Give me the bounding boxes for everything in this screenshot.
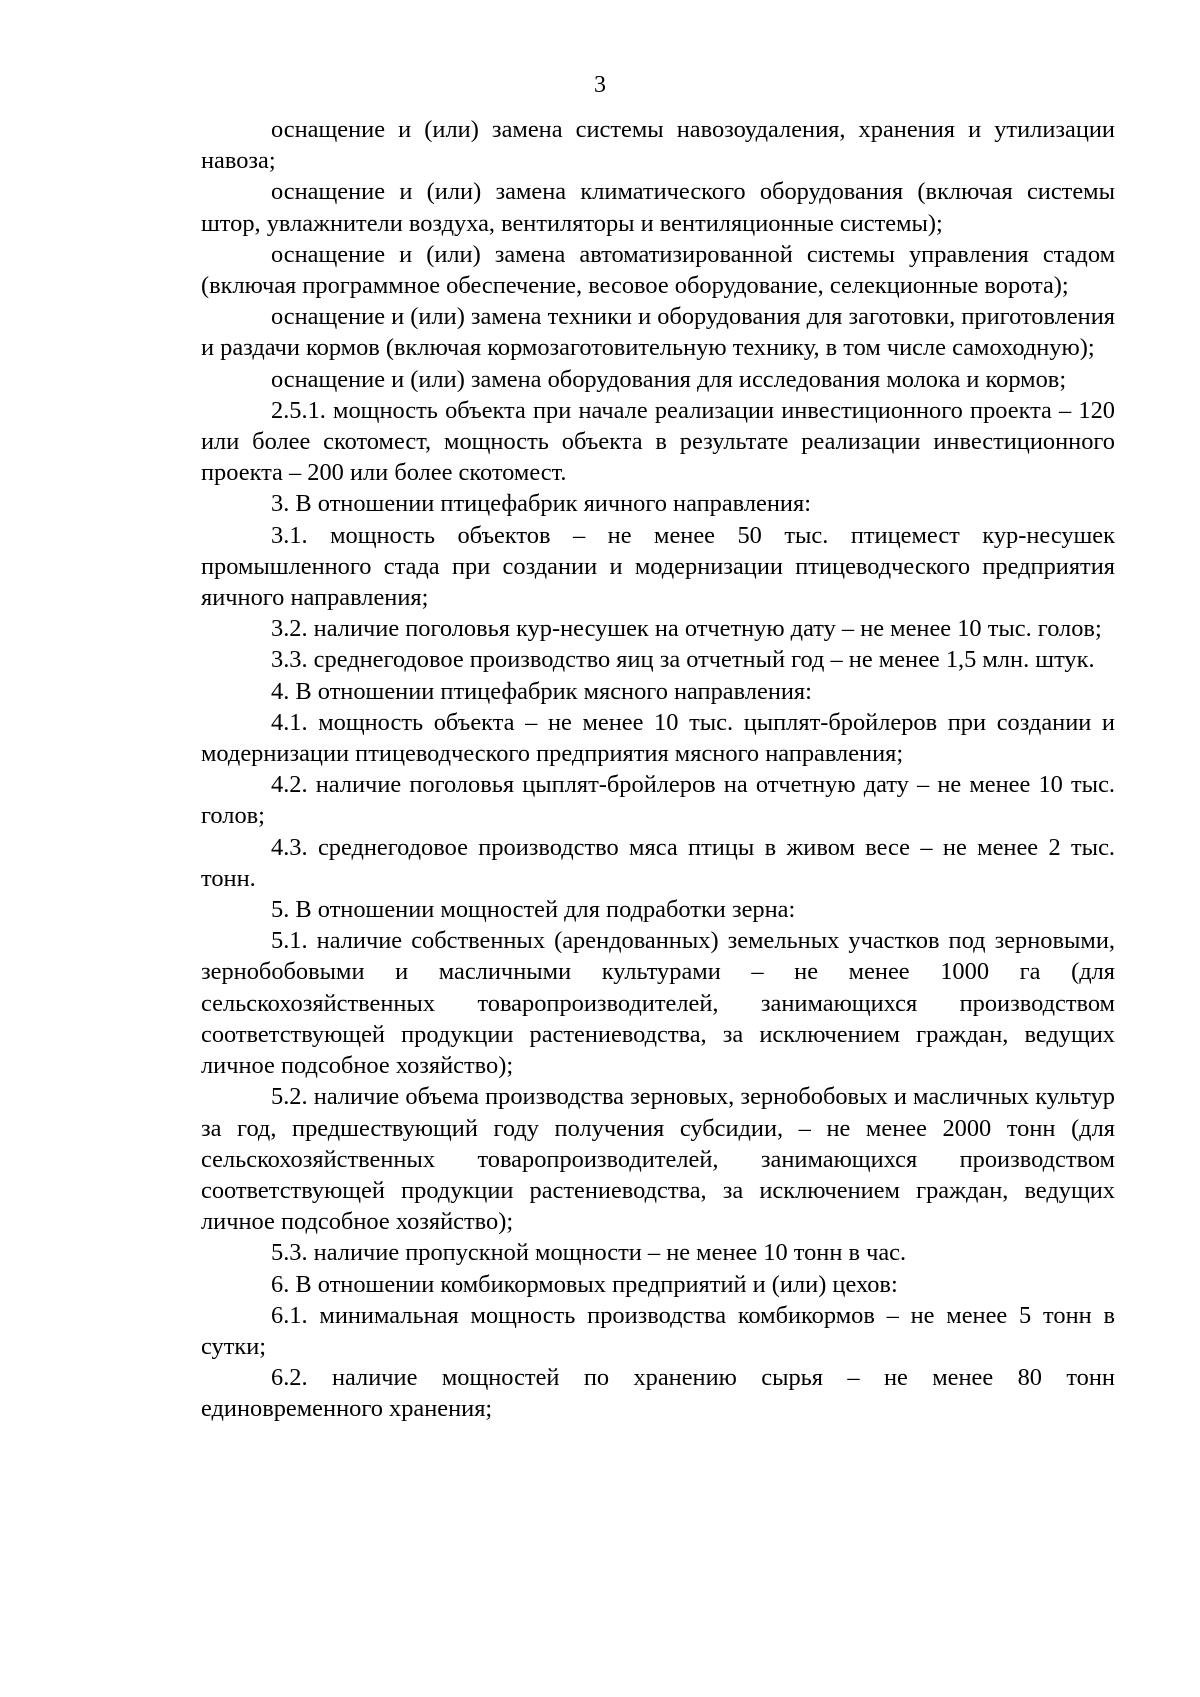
paragraph-6-heading: 6. В отношении комбикормовых предприятий и (или) цехов: [271,1270,898,1298]
paragraph-herd-management: оснащение и (или) замена автоматизированной системы управления стадом (включая программное обеспечение, весовое оборудование, селекционные ворота); [201,240,1115,300]
document-body [201,114,1115,1425]
paragraph-milk-testing: оснащение и (или) замена оборудования для исследования молока и кормов; [271,365,1067,393]
paragraph-3-1: 3.1. мощность объектов – не менее 50 тыс. птицемест кур-несушек промышленного стада при создании и модернизации птицеводческого предприятия яичного направления; [201,521,1115,612]
paragraph-3-2: 3.2. наличие поголовья кур-несушек на отчетную дату – не менее 10 тыс. голов; [271,615,1102,643]
paragraph-5-1: 5.1. наличие собственных (арендованных) земельных участков под зерновыми, зернобобовыми и масличными культурами – не менее 1000 га (для сельскохозяйственных товаропроизводителей, занимающихся производством соответствующей продукции растениеводства, за исключением граждан, ведущих личное подсобное хозяйство); [201,927,1115,1080]
paragraph-3-heading: 3. В отношении птицефабрик яичного направления: [271,490,811,518]
paragraph-5-heading: 5. В отношении мощностей для подработки зерна: [271,896,796,924]
paragraph-6-2: 6.2. наличие мощностей по хранению сырья – не менее 80 тонн единовременного хранения; [201,1364,1115,1423]
paragraph-5-3: 5.3. наличие пропускной мощности – не менее 10 тонн в час. [271,1239,907,1267]
paragraph-feed-equipment: оснащение и (или) замена техники и оборудования для заготовки, приготовления и раздачи кормов (включая кормозаготовительную технику, в том числе самоходную); [201,303,1115,362]
paragraph-6-1: 6.1. минимальная мощность производства комбикормов – не менее 5 тонн в сутки; [201,1301,1115,1360]
paragraph-5-2: 5.2. наличие объема производства зерновых, зернобобовых и масличных культур за год, предшествующий году получения субсидии, – не менее 2000 тонн (для сельскохозяйственных товаропроизводителей, занимающихся производством соответствующей продукции растениеводства, за исключением граждан, ведущих личное подсобное хозяйство); [201,1083,1115,1236]
paragraph-2-5-1: 2.5.1. мощность объекта при начале реализации инвестиционного проекта – 120 или более скотомест, мощность объекта в результате реализации инвестиционного проекта – 200 или более скотомест. [201,396,1115,487]
paragraph-4-2: 4.2. наличие поголовья цыплят-бройлеров на отчетную дату – не менее 10 тыс. голов; [201,771,1115,830]
paragraph-manure-system: оснащение и (или) замена системы навозоудаления, хранения и утилизации навоза; [201,116,1115,175]
page-number: 3 [594,72,606,98]
paragraph-4-1: 4.1. мощность объекта – не менее 10 тыс. цыплят-бройлеров при создании и модернизации птицеводческого предприятия мясного направления; [201,708,1115,768]
paragraph-4-heading: 4. В отношении птицефабрик мясного направления: [271,677,812,705]
paragraph-climate-equipment: оснащение и (или) замена климатического оборудования (включая системы штор, увлажнители воздуха, вентиляторы и вентиляционные системы); [201,178,1115,237]
paragraph-4-3: 4.3. среднегодовое производство мяса птицы в живом весе – не менее 2 тыс. тонн. [201,833,1115,892]
paragraph-3-3: 3.3. среднегодовое производство яиц за отчетный год – не менее 1,5 млн. штук. [271,646,1095,674]
